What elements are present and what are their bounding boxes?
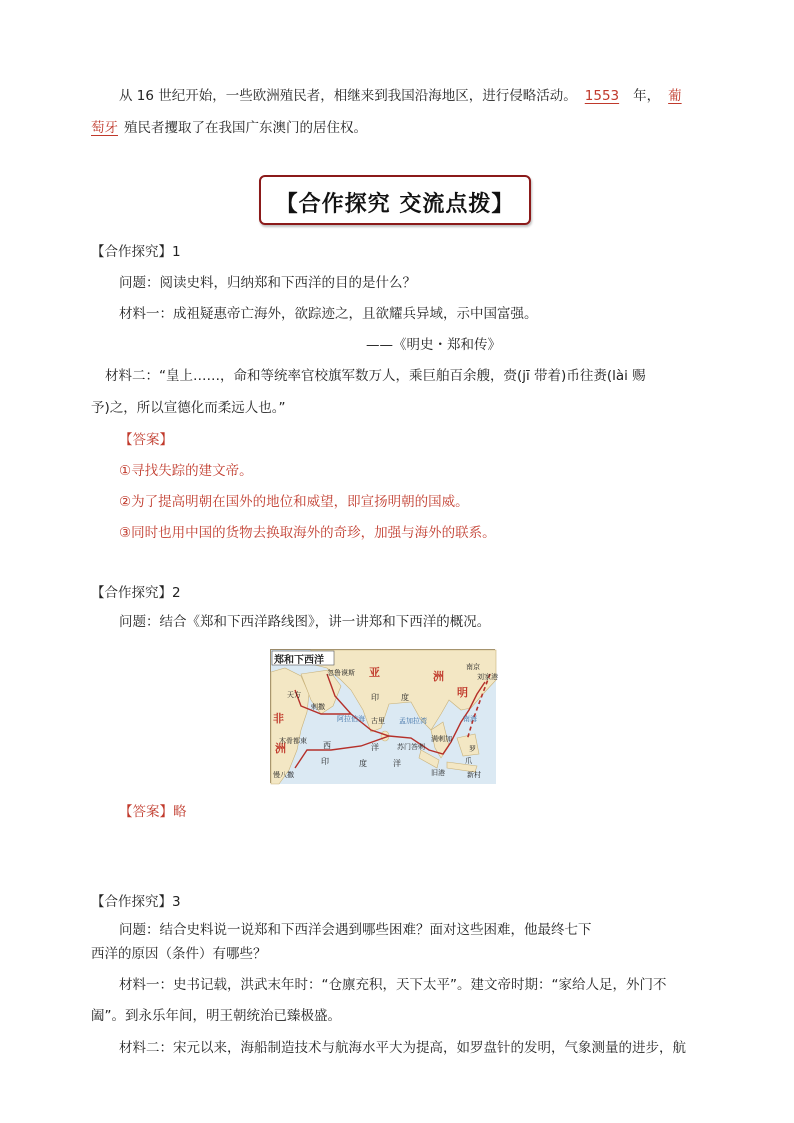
inquiry1-material2-line2: 予)之，所以宣德化而柔远人也。” [91, 400, 286, 416]
inquiry3-material2-line1: 材料二：宋元以来，海船制造技术与航海水平大为提高，如罗盘针的发明，气象测量的进步，航 [119, 1040, 686, 1056]
map-label-africa1: 非 [273, 712, 284, 725]
map-label-xi: 西 [323, 741, 331, 750]
map-label-arabian-sea: 阿拉伯海 [337, 715, 365, 723]
inquiry1-answer-2: ②为了提高明朝在国外的地位和威望，即宣扬明朝的国威。 [119, 494, 469, 510]
map-title: 郑和下西洋 [274, 655, 324, 666]
map-label-yin: 印 [321, 757, 329, 766]
map-label-jiuzhou: 旧港 [431, 769, 445, 777]
map-label-asia1: 亚 [369, 666, 380, 679]
map-label-asia2: 洲 [433, 670, 444, 683]
inquiry2-heading: 【合作探究】2 [91, 585, 181, 601]
inquiry3-heading: 【合作探究】3 [91, 894, 181, 910]
year-suffix: 年， [633, 88, 661, 104]
section-title-box [259, 175, 531, 225]
zheng-he-route-map [270, 649, 498, 783]
map-label-du: 度 [401, 693, 409, 702]
map-label-india: 印 [371, 693, 379, 702]
inquiry3-material1-line2: 阖”。到永乐年间，明王朝统治已臻极盛。 [91, 1008, 341, 1024]
inquiry1-material2-line1: 材料二：“皇上……，命和等统率官校旗军数万人，乘巨舶百余艘，赍(jī 带着)币往赉(lài 赐 [105, 368, 646, 384]
intro-line-1 [119, 84, 682, 104]
intro-text: 从 16 世纪开始，一些欧洲殖民者，相继来到我国沿海地区，进行侵略活动。 [119, 88, 577, 104]
inquiry1-source1: ——《明史・郑和传》 [366, 337, 501, 353]
map-label-bay-of-bengal: 孟加拉湾 [399, 717, 427, 725]
map-label-hormuz: 忽鲁谟斯 [327, 669, 355, 677]
map-label-guli: 古里 [371, 717, 385, 725]
map-label-du2: 度 [359, 759, 367, 768]
map-label-south-sea: 南海 [463, 715, 477, 723]
map-label-liujiagang: 刘家港 [477, 673, 498, 681]
map-label-tianfang: 天方 [287, 691, 301, 699]
year-blank: 1553 [584, 88, 620, 104]
inquiry1-question: 问题：阅读史料，归纳郑和下西洋的目的是什么？ [119, 275, 416, 291]
map-label-ming: 明 [457, 686, 468, 699]
map-label-mogadishu: 木骨都束 [279, 737, 307, 745]
map-label-luo: 罗 [469, 745, 476, 753]
map-label-sumatra: 苏门答剌 [397, 743, 425, 751]
map-label-lasa: 剌撒 [311, 703, 325, 711]
inquiry1-material1: 材料一：成祖疑惠帝亡海外，欲踪迹之，且欲耀兵异域，示中国富强。 [119, 306, 538, 322]
map-label-nanjing: 南京 [466, 663, 480, 671]
inquiry1-answer-label: 【答案】 [119, 432, 173, 448]
map-label-malindi: 慢八撒 [273, 771, 294, 779]
map-label-africa2: 洲 [275, 742, 286, 755]
inquiry1-answer-3: ③同时也用中国的货物去换取海外的奇珍，加强与海外的联系。 [119, 525, 496, 541]
map-label-yang2: 洋 [393, 759, 401, 768]
country-blank-part2: 萄牙 [91, 120, 118, 136]
inquiry1-answer-1: ①寻找失踪的建文帝。 [119, 463, 253, 479]
inquiry1-heading: 【合作探究】1 [91, 244, 181, 260]
map-label-malacca: 满剌加 [431, 735, 452, 743]
intro-line-2 [91, 116, 367, 136]
intro-text-2: 殖民者攫取了在我国广东澳门的居住权。 [124, 120, 367, 136]
map-label-yang: 洋 [371, 743, 379, 752]
inquiry3-question-line1: 问题：结合史料说一说郑和下西洋会遇到哪些困难？面对这些困难，他最终七下 [119, 922, 592, 938]
inquiry2-question: 问题：结合《郑和下西洋路线图》，讲一讲郑和下西洋的概况。 [119, 614, 491, 630]
country-blank-part1: 葡 [668, 88, 682, 104]
section-title: 【合作探究 交流点拨】 [275, 192, 515, 217]
inquiry3-material1-line1: 材料一：史书记载，洪武末年时：“仓廪充积，天下太平”。建文帝时期：“家给人足，外门不 [119, 977, 667, 993]
inquiry3-question-line2: 西洋的原因（条件）有哪些？ [91, 946, 267, 962]
map-label-zhao: 爪 [465, 757, 472, 765]
map-label-xincun: 新村 [467, 771, 481, 779]
inquiry2-answer: 【答案】略 [119, 804, 187, 820]
